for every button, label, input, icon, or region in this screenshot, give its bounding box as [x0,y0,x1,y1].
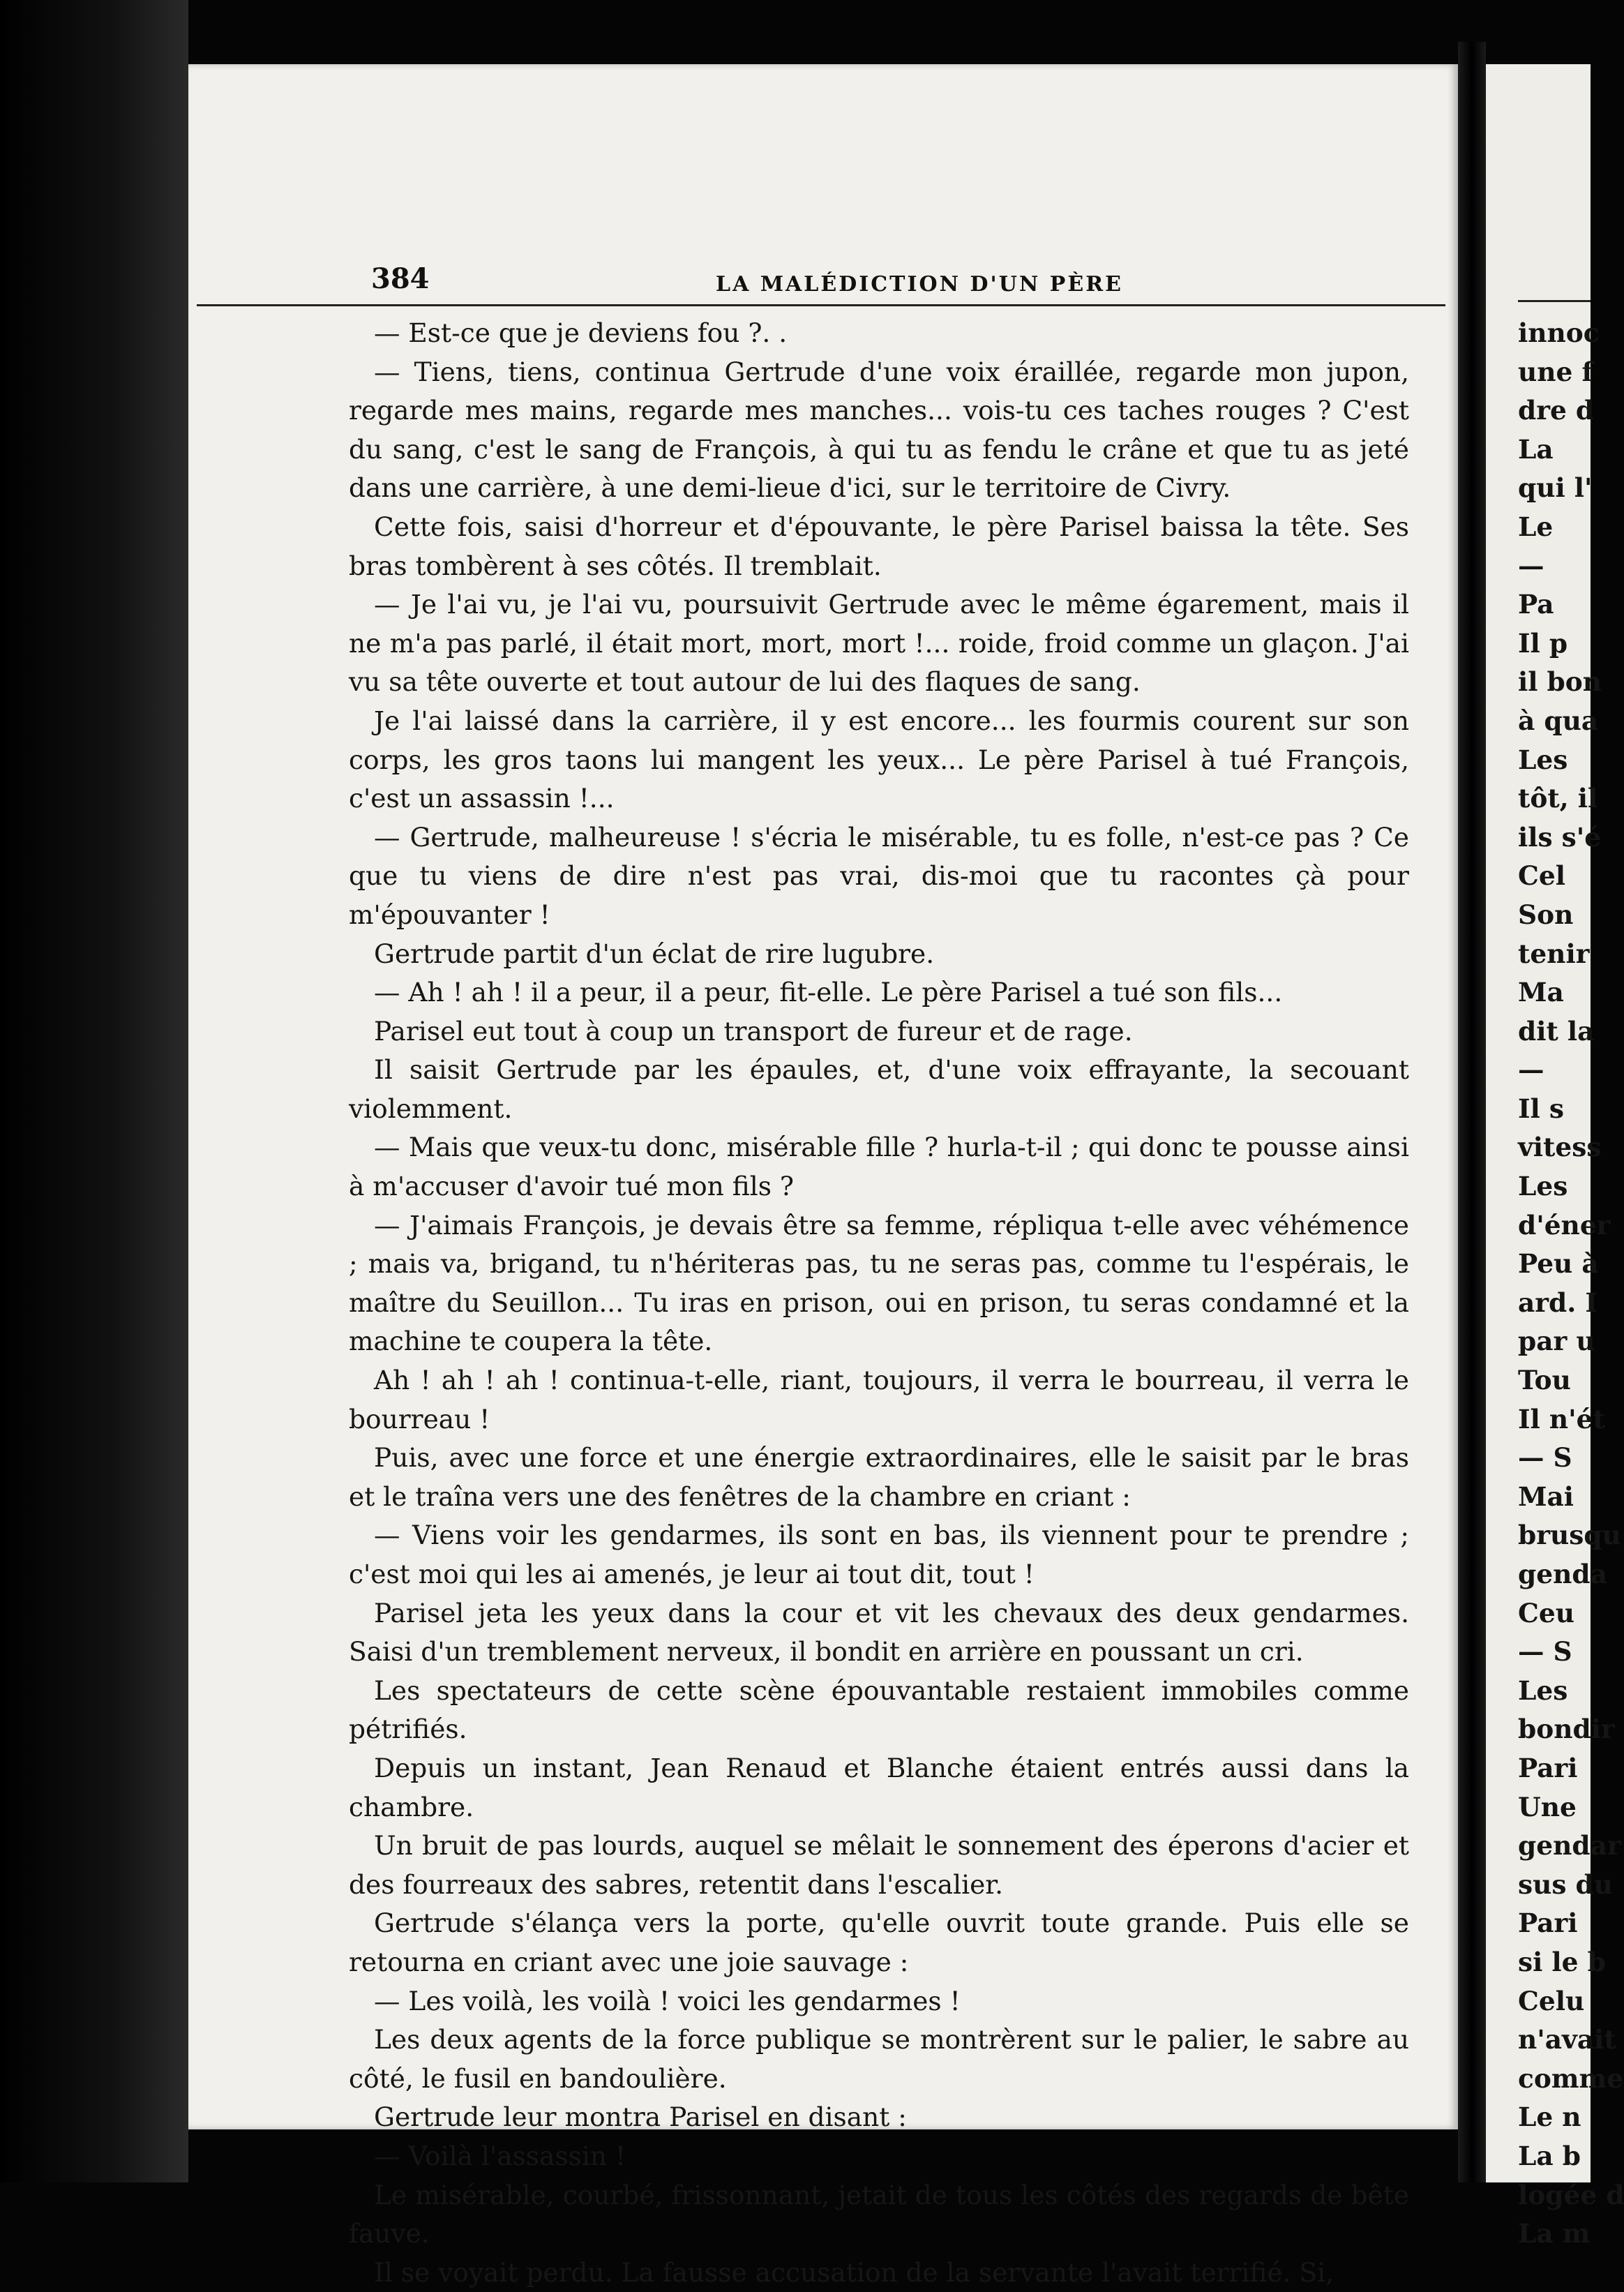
paragraph: — Ah ! ah ! il a peur, il a peur, fit-elle. Le père Parisel a tué son fils... [374,977,1283,1008]
paragraph: Gertrude leur montra Parisel en disant : [374,2102,907,2133]
facing-page-line: La [1518,433,1554,465]
facing-page-line: — [1518,550,1544,581]
facing-page-line: innoc [1518,317,1600,348]
paragraph: — Gertrude, malheureuse ! s'écria le misérable, tu es folle, n'est-ce pas ? Ce que tu viens de dire n'est pas vrai, dis-moi que tu racontes çà pour m'épouvanter ! [349,821,1409,930]
facing-page-text [1518,314,1624,2254]
paragraph: — Est-ce que je deviens fou ?. . [374,317,788,348]
facing-page-line: — S [1518,1636,1572,1668]
book-gutter [1458,42,1486,2182]
paragraph: Ah ! ah ! ah ! continua-t-elle, riant, toujours, il verra le bourreau, il verra le bourreau ! [349,1365,1409,1435]
facing-page-line: logée d [1518,2179,1624,2210]
page-number: 384 [371,262,430,295]
facing-page-line: d'éner [1518,1209,1611,1241]
facing-page-line: une f [1518,356,1593,387]
paragraph: Les spectateurs de cette scène épouvantable restaient immobiles comme pétrifiés. [349,1675,1409,1745]
facing-page-line: Peu à [1518,1248,1599,1280]
facing-page-line: Tou [1518,1365,1571,1396]
paragraph: Parisel jeta les yeux dans la cour et vit les chevaux des deux gendarmes. Saisi d'un tremblement nerveux, il bondit en arrière en poussant un cri. [349,1597,1409,1668]
facing-page-line: Ma [1518,977,1564,1008]
facing-page-line: Son [1518,899,1574,930]
facing-page-line: Les [1518,1171,1568,1202]
facing-page-line: n'avait [1518,2024,1616,2055]
header-rule [197,304,1445,306]
facing-page-line: qui l' [1518,472,1593,504]
facing-page-line: Pari [1518,1752,1578,1783]
paragraph: Depuis un instant, Jean Renaud et Blanche étaient entrés aussi dans la chambre. [349,1752,1409,1822]
facing-page-line: Le [1518,511,1554,542]
facing-page-line: Pari [1518,1908,1578,1939]
facing-page-line: il bon [1518,666,1602,698]
paragraph: Cette fois, saisi d'horreur et d'épouvante, le père Parisel baissa la tête. Ses bras tombèrent à ses côtés. Il tremblait. [349,511,1409,581]
facing-page-line: Il p [1518,627,1568,659]
facing-page-line: La m [1518,2218,1591,2249]
facing-page-line: par u [1518,1326,1595,1357]
facing-page-line: — S [1518,1442,1572,1474]
facing-page-line: dre d [1518,395,1595,426]
paragraph: — Viens voir les gendarmes, ils sont en bas, ils viennent pour te prendre ; c'est moi qui les ai amenés, je leur ai tout dit, tout ! [349,1520,1409,1589]
paragraph: Gertrude s'élança vers la porte, qu'elle ouvrit toute grande. Puis elle se retourna en criant avec une joie sauvage : [349,1908,1409,1977]
paragraph: Puis, avec une force et une énergie extraordinaires, elle le saisit par le bras et le traîna vers une des fenêtres de la chambre en criant : [349,1442,1409,1512]
facing-page-line: Ceu [1518,1597,1574,1628]
facing-page-line: à qua [1518,705,1599,736]
facing-page-line: Mai [1518,1481,1574,1512]
facing-page-line: Les [1518,744,1568,775]
running-title: LA MALÉDICTION D'UN PÈRE [716,272,1123,297]
facing-page-line: comme [1518,2062,1624,2094]
facing-page-line: — [1518,1054,1544,1086]
facing-page-line: La b [1518,2140,1581,2171]
page-header [188,262,1444,304]
body-text [349,314,1409,2292]
facing-page-line: tenir [1518,938,1590,969]
facing-page-line: si le b [1518,1946,1606,1977]
paragraph: — Les voilà, les voilà ! voici les gendarmes ! [374,1985,961,2016]
paragraph: — Voilà l'assassin ! [374,2140,626,2171]
facing-page-line: Il n'ét [1518,1403,1605,1435]
paragraph: — J'aimais François, je devais être sa femme, répliqua t-elle avec véhémence ; mais va, brigand, tu n'hériteras pas, tu ne seras pas, comme tu l'espérais, le maître du Seuillon... Tu iras en prison, oui en prison, tu seras condamné et la machine te coupera la tête. [349,1209,1409,1357]
facing-page-line: Une [1518,1791,1577,1822]
paragraph: — Je l'ai vu, je l'ai vu, poursuivit Gertrude avec le même égarement, mais il ne m'a pas parlé, il était mort, mort, mort !... roide, froid comme un glaçon. J'ai vu sa tête ouverte et tout autour de lui des flaques de sang. [349,589,1409,698]
facing-page-line: tôt, il [1518,783,1598,814]
paragraph: Un bruit de pas lourds, auquel se mêlait le sonnement des éperons d'acier et des fourreaux des sabres, retentit dans l'escalier. [349,1830,1409,1900]
facing-page-line: brusqu [1518,1520,1621,1551]
paragraph: Je l'ai laissé dans la carrière, il y est encore... les fourmis courent sur son corps, les gros taons lui mangent les yeux... Le père Parisel à tué François, c'est un assassin !... [349,705,1409,814]
paragraph: Il saisit Gertrude par les épaules, et, d'une voix effrayante, la secouant violemment. [349,1054,1409,1124]
paragraph: Parisel eut tout à coup un transport de fureur et de rage. [374,1015,1133,1047]
paragraph: — Tiens, tiens, continua Gertrude d'une voix éraillée, regarde mon jupon, regarde mes mains, regarde mes manches... vois-tu ces taches rouges ? C'est du sang, c'est le sang de François, à qui tu as fendu le crâne et que tu as jeté dans une carrière, à une demi-lieue d'ici, sur le territoire de Civry. [349,356,1409,504]
facing-page-line: vitess [1518,1132,1602,1163]
paragraph: Il se voyait perdu. La fausse accusation de la servante l'avait terrifié. Si, [374,2256,1334,2288]
paragraph: Le misérable, courbé, frissonnant, jetait de tous les côtés des regards de bête fauve. [349,2179,1409,2249]
facing-page-line: Il s [1518,1093,1564,1124]
facing-page-line: ard. I [1518,1287,1597,1318]
facing-page-line: genda [1518,1559,1607,1589]
facing-page-line: Cel [1518,860,1565,892]
facing-page-line: Les [1518,1675,1568,1706]
facing-page-line: Le n [1518,2102,1581,2133]
facing-page-line: bondir [1518,1714,1615,1745]
facing-page-line: Pa [1518,589,1554,620]
facing-page-rule [1518,300,1591,302]
facing-page-line: dit la [1518,1015,1595,1047]
facing-page-line: ils s'é [1518,821,1602,853]
facing-page-line: sus du [1518,1868,1614,1900]
facing-page-line: Celu [1518,1985,1585,2016]
paragraph: Les deux agents de la force publique se montrèrent sur le palier, le sabre au côté, le fusil en bandoulière. [349,2024,1409,2094]
scan-margin [0,0,188,2182]
paragraph: Gertrude partit d'un éclat de rire lugubre. [374,938,935,969]
paragraph: — Mais que veux-tu donc, misérable fille ? hurla-t-il ; qui donc te pousse ainsi à m'accuser d'avoir tué mon fils ? [349,1132,1409,1202]
facing-page-line: gendar [1518,1830,1621,1862]
